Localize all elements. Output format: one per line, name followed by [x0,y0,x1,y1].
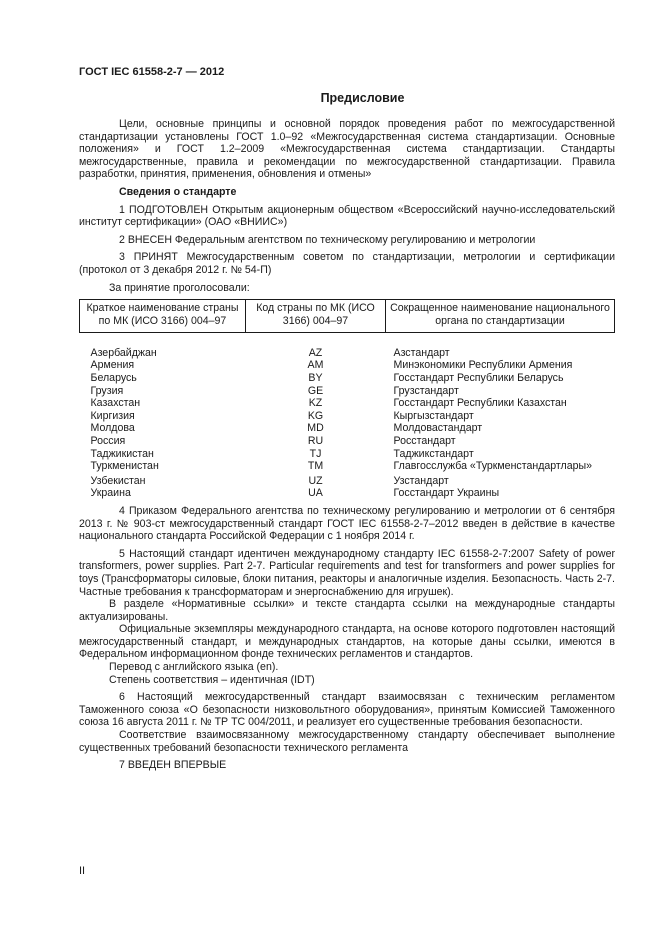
country-code-cell: TM [307,460,324,473]
country-code-cell: GE [307,384,324,397]
item-6: 6 Настоящий межгосударственный стандарт взаимосвязан с техническим регламентом Таможенного союза «О безопасности низковольтного оборудования», принятым Комиссией Таможенного союза 16 августа 2011 г. № ТР ТС 004/2011, и реализует его существенные требования безопасности. [79,691,615,729]
country-code-cell: AZ [308,346,323,359]
country-code-cell: TJ [309,447,322,460]
document-body [79,118,615,772]
country-code-cell: MD [307,422,324,435]
table-header-country: Краткое наименование страны по МК (ИСО 3166) 004–97 [80,300,246,333]
table-header-code: Код страны по МК (ИСО 3166) 004–97 [246,300,386,333]
country-name-cell: Узбекистан [90,474,146,487]
country-code-cell: BY [308,372,323,384]
country-name-cell: Киргизия [90,409,135,422]
table-row [80,397,615,410]
item-7: 7 ВВЕДЕН ВПЕРВЫЕ [119,759,227,772]
standards-body-cell: Госстандарт Республики Беларусь [393,372,564,384]
standards-body-cell: Госстандарт Украины [393,487,500,500]
item-1: 1 ПОДГОТОВЛЕН Открытым акционерным обществом «Всероссийский научно-исследовательский институт сертификации» (ОАО «ВНИИС») [79,203,615,229]
item-2: 2 ВНЕСЕН Федеральным агентством по техническому регулированию и метрологии [119,233,536,246]
item-5-paragraph-2: В разделе «Нормативные ссылки» и тексте стандарта ссылки на международные стандарты актуализированы. [79,598,615,623]
standards-body-cell: Главгосслужба «Туркменстандартлары» [393,460,593,473]
country-name-cell: Таджикистан [90,447,154,460]
country-code-cell: UZ [308,474,323,487]
standards-body-cell: Грузстандарт [393,384,459,397]
table-row [80,475,615,488]
standards-body-cell: Таджикстандарт [393,447,474,460]
table-row [80,435,615,448]
country-code-cell: UA [308,487,323,500]
translation-note: Перевод с английского языка (en). [109,661,279,674]
table-row [80,422,615,435]
country-code-cell: KG [307,409,324,422]
standards-body-cell: Минэкономики Республики Армения [393,359,573,372]
item-5-paragraph-3: Официальные экземпляры международного стандарта, на основе которого подготовлен настоящий межгосударственный стандарт, и международных стандартов, на которые даны ссылки, имеются в Федеральном информационном фонде технических регламентов и стандартов. [79,623,615,661]
table-row [80,372,615,385]
standards-body-cell: Узстандарт [393,474,449,487]
table-row [80,385,615,398]
table-header-body: Сокращенное наименование национального органа по стандартизации [386,300,615,333]
country-name-cell: Беларусь [90,372,137,384]
standards-body-cell: Азстандарт [393,346,450,359]
page-number: II [79,865,86,877]
country-name-cell: Россия [90,434,126,447]
country-name-cell: Азербайджан [90,346,157,359]
item-6-paragraph-2: Соответствие взаимосвязанному межгосударственному стандарту обеспечивает выполнение существенных требований безопасности технического регламента [79,729,615,754]
standards-body-cell: Госстандарт Республики Казахстан [393,397,567,410]
table-row [80,487,615,500]
country-code-cell: KZ [308,397,323,410]
standards-body-cell: Росстандарт [393,434,456,447]
intro-paragraph: Цели, основные принципы и основной порядок проведения работ по межгосударственной стандартизации установлены ГОСТ 1.0–92 «Межгосударственная система стандартизации. Основные положения» и ГОСТ 1.2–2009 «Межгосударственная система стандартизации. Стандарты межгосударственные, правила и рекомендации по межгосударственной стандартизации. Правила разработки, принятия, применения, обновления и отмены» [79,118,615,181]
table-row [80,460,615,473]
standards-body-cell: Молдовастандарт [393,422,483,435]
country-name-cell: Туркменистан [90,460,159,473]
item-3: 3 ПРИНЯТ Межгосударственным советом по стандартизации, метрологии и сертификации (протокол от 3 декабря 2012 г. № 54-П) [79,251,615,276]
table-row [80,359,615,372]
table-row [80,410,615,423]
country-code-cell: AM [307,359,324,372]
item-5: 5 Настоящий стандарт идентичен международному стандарту IEC 61558-2-7:2007 Safety of power transformers, power supplies. Part 2-7. Particular requirements and test for transformers and power supplies for toys (Трансформаторы силовые, блоки питания, реакторы и аналогичные изделия. Безопасность. Часть 2-7. Частные требования к трансформаторам и энергоснабжению для игрушек). [79,547,615,598]
document-header: ГОСТ IEC 61558-2-7 — 2012 [79,66,225,78]
voting-table [79,299,615,500]
item-4: 4 Приказом Федерального агентства по техническому регулированию и метрологии от 6 сентября 2013 г. № 903-ст межгосударственный стандарт ГОСТ IEC 61558-2-7–2012 введен в действие в качестве национального стандарта Российской Федерации с 1 ноября 2014 г. [79,504,615,543]
table-row [80,347,615,360]
country-name-cell: Украина [90,487,131,500]
section-heading: Сведения о стандарте [119,185,237,198]
country-name-cell: Казахстан [90,397,141,410]
table-row [80,448,615,461]
conformity-note: Степень соответствия – идентичная (IDT) [109,673,315,686]
country-name-cell: Армения [90,359,135,372]
country-name-cell: Грузия [90,384,124,397]
voted-label: За принятие проголосовали: [109,281,250,294]
page-title: Предисловие [320,91,405,105]
country-code-cell: RU [307,434,324,447]
table-body [80,333,615,500]
standards-body-cell: Кыргызстандарт [393,409,474,422]
country-name-cell: Молдова [90,422,135,435]
